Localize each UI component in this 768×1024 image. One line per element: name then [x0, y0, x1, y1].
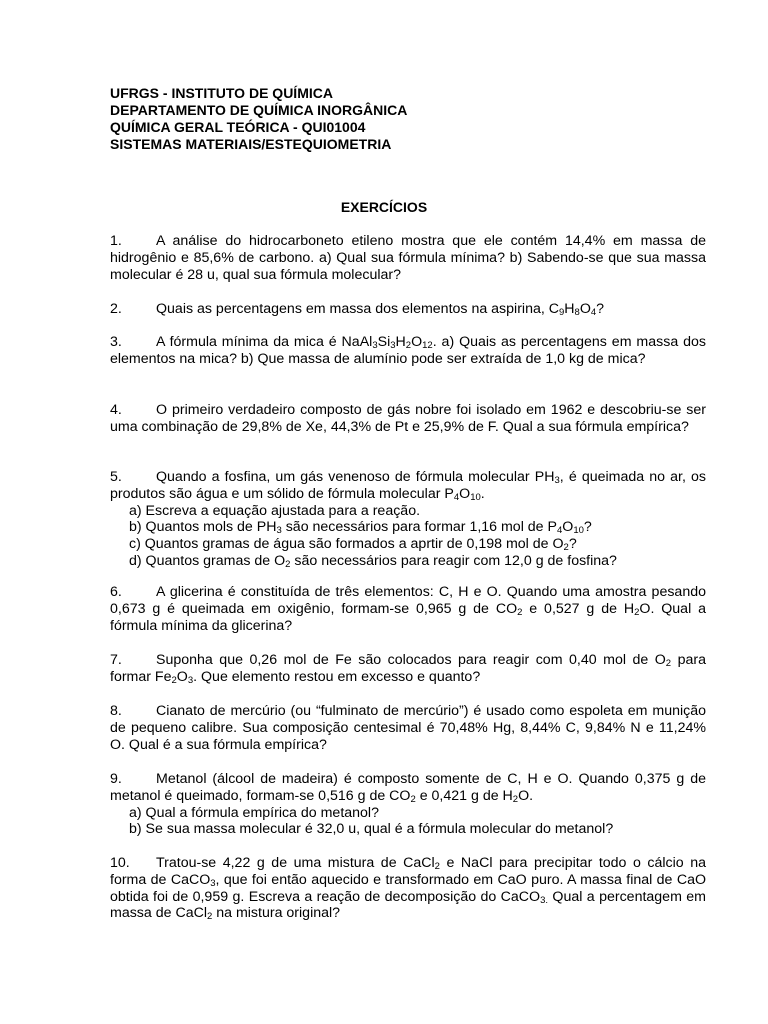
question-7 — [110, 652, 706, 686]
question-number: 7. — [110, 652, 122, 668]
question-2 — [110, 301, 706, 318]
question-text: A glicerina é constituída de três elementos: C, H e O. Quando uma amostra pesando 0,673 g é queimada em oxigênio, formam-se 0,965 g de $CO_2$ e 0,527 g de $H_2O$. Qual a fórmula mínima da glicerina? — [110, 584, 706, 634]
question-5-item-d: d) Quantos gramas de $O_2$ são necessários para reagir com 12,0 g de fosfina? — [129, 552, 617, 570]
question-9-item-b: b) Se sua massa molecular é 32,0 u, qual é a fórmula molecular do metanol? — [129, 821, 614, 838]
question-number: 4. — [110, 402, 122, 418]
question-number: 6. — [110, 584, 122, 600]
question-text: Tratou-se 4,22 g de uma mistura de CaCl$_2$ e NaCl para precipitar todo o cálcio na forma de CaCO$_3$, que foi então aquecido e transformado em CaO puro. A massa final de CaO obtida foi de 0,959 g. Escreva a reação de decomposição do CaCO$_{3.}$ Qual a percentagem em massa de CaCl$_2$ na mistura original? — [110, 855, 706, 923]
question-9-item-a: a) Qual a fórmula empírica do metanol? — [129, 804, 379, 821]
question-number: 5. — [110, 469, 122, 485]
question-text: O primeiro verdadeiro composto de gás nobre foi isolado em 1962 e descobriu-se ser uma combinação de 29,8% de Xe, 44,3% de Pt e 25,9% de F. Qual a sua fórmula empírica? — [110, 402, 706, 435]
header-topic: SISTEMAS MATERIAIS/ESTEQUIOMETRIA — [110, 136, 392, 152]
question-6 — [110, 584, 706, 634]
question-1 — [110, 233, 706, 283]
question-5-item-c: c) Quantos gramas de água são formados a aprtir de 0,198 mol de $O_2$? — [129, 536, 577, 554]
question-number: 10. — [110, 855, 130, 871]
question-3 — [110, 334, 706, 368]
question-8 — [110, 703, 706, 753]
question-text: Quais as percentagens em massa dos elementos na aspirina, $C_9H_8O_4$? — [156, 301, 605, 318]
question-number: 8. — [110, 703, 122, 719]
document-header — [110, 85, 407, 153]
question-text: Metanol (álcool de madeira) é composto somente de C, H e O. Quando 0,375 g de metanol é queimado, formam-se 0,516 g de $CO_2$ e 0,421 g de $H_2O$. — [110, 771, 706, 805]
question-5-item-a: a) Escreva a equação ajustada para a reação. — [129, 502, 421, 519]
question-text: Cianato de mercúrio (ou “fulminato de mercúrio”) é usado como espoleta em munição de pequeno calibre. Sua composição centesimal é 70,48% Hg, 8,44% C, 9,84% N e 11,24% O. Qual é a sua fórmula empírica? — [110, 703, 706, 753]
question-5-item-b: b) Quantos mols de $PH_3$ são necessários para formar 1,16 mol de $P_4O_{10}$? — [129, 519, 592, 537]
question-4 — [110, 402, 706, 436]
question-number: 9. — [110, 771, 122, 787]
header-course: QUÍMICA GERAL TEÓRICA - QUI01004 — [110, 119, 366, 135]
question-9 — [110, 771, 706, 838]
header-department: DEPARTAMENTO DE QUÍMICA INORGÂNICA — [110, 102, 408, 118]
question-text: A análise do hidrocarboneto etileno mostra que ele contém 14,4% em massa de hidrogênio e 85,6% de carbono. a) Qual sua fórmula mínima? b) Sabendo-se que sua massa molecular é 28 u, qual sua fórmula molecular? — [110, 233, 706, 283]
question-number: 2. — [110, 301, 122, 317]
question-text: Quando a fosfina, um gás venenoso de fórmula molecular $PH_3$, é queimada no ar, os produtos são água e um sólido de fórmula molecular $P_4O_{10}$. — [110, 469, 706, 503]
question-number: 1. — [110, 233, 122, 249]
question-text: A fórmula mínima da mica é $NaAl_3Si_3H_2O_{12}$. a) Quais as percentagens em massa dos elementos na mica? b) Que massa de alumínio pode ser extraída de 1,0 kg de mica? — [110, 334, 706, 367]
question-5 — [110, 469, 706, 570]
header-university: UFRGS - INSTITUTO DE QUÍMICA — [110, 85, 333, 101]
question-text: Suponha que 0,26 mol de Fe são colocados para reagir com 0,40 mol de $O_2$ para formar $Fe_2O_3$. Que elemento restou em excesso e quanto? — [110, 652, 706, 686]
question-number: 3. — [110, 334, 122, 350]
question-10 — [110, 855, 706, 922]
page-title: EXERCÍCIOS — [340, 199, 428, 215]
